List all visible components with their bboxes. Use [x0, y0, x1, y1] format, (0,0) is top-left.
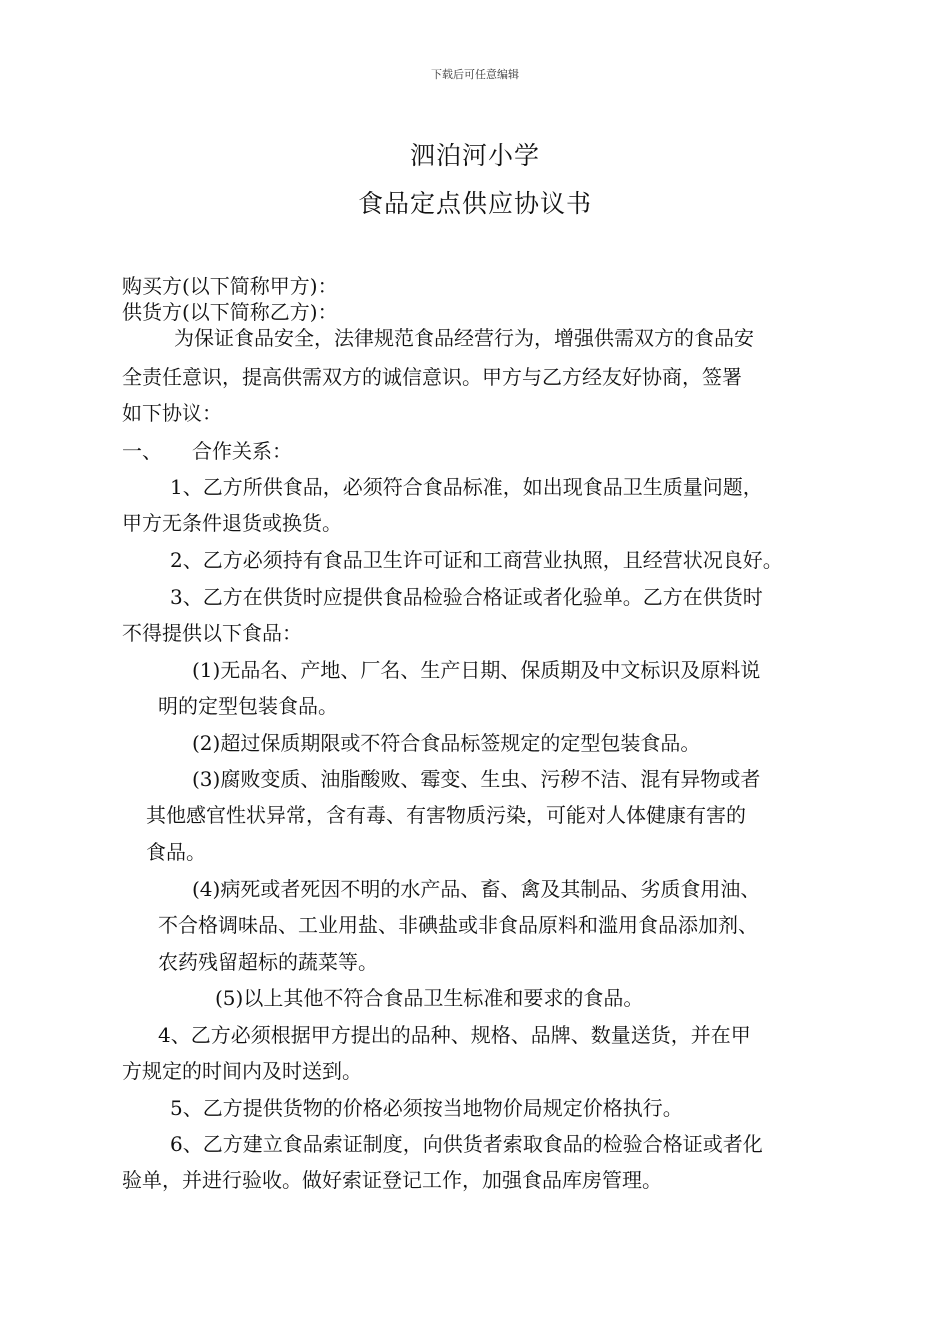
clause-1-line-1: 1、乙方所供食品，必须符合食品标准，如出现食品卫生质量问题，: [170, 475, 763, 499]
section-heading: 合作关系：: [192, 439, 292, 463]
clause-5-line-1: 5、乙方提供货物的价格必须按当地物价局规定价格执行。: [170, 1096, 683, 1120]
clause-3-line-2: 不得提供以下食品：: [122, 621, 302, 645]
document-title-school: 泗泊河小学: [409, 141, 540, 170]
sub-item-2-line-1: (2)超过保质期限或不符合食品标签规定的定型包装食品。: [192, 731, 701, 755]
header-note: 下载后可任意编辑: [431, 68, 519, 81]
sub-item-5-line-1: (5)以上其他不符合食品卫生标准和要求的食品。: [215, 986, 644, 1010]
sub-item-4-line-2: 不合格调味品、工业用盐、非碘盐或非食品原料和滥用食品添加剂、: [158, 913, 758, 937]
sub-item-3-line-2: 其他感官性状异常，含有毒、有害物质污染，可能对人体健康有害的: [146, 803, 746, 827]
sub-item-1-line-1: (1)无品名、产地、厂名、生产日期、保质期及中文标识及原料说: [192, 658, 761, 682]
sub-item-1-line-2: 明的定型包装食品。: [158, 694, 338, 718]
section-number: 一、: [122, 439, 162, 463]
intro-line-2: 全责任意识，提高供需双方的诚信意识。甲方与乙方经友好协商，签署: [122, 365, 742, 389]
sub-item-4-line-1: (4)病死或者死因不明的水产品、畜、禽及其制品、劣质食用油、: [192, 877, 761, 901]
sub-item-3-line-3: 食品。: [146, 840, 206, 864]
clause-4-line-1: 4、乙方必须根据甲方提出的品种、规格、品牌、数量送货，并在甲: [158, 1023, 751, 1047]
clause-4-line-2: 方规定的时间内及时送到。: [122, 1059, 362, 1083]
intro-line-3: 如下协议：: [122, 401, 222, 425]
clause-6-line-1: 6、乙方建立食品索证制度，向供货者索取食品的检验合格证或者化: [170, 1132, 763, 1156]
sub-item-4-line-3: 农药残留超标的蔬菜等。: [158, 950, 378, 974]
clause-2-line-1: 2、乙方必须持有食品卫生许可证和工商营业执照，且经营状况良好。: [170, 548, 783, 572]
buyer-line: 购买方(以下简称甲方)：: [122, 274, 338, 298]
document-title-agreement: 食品定点供应协议书: [357, 189, 592, 218]
clause-1-line-2: 甲方无条件退货或换货。: [122, 511, 342, 535]
supplier-line: 供货方(以下简称乙方)：: [122, 300, 338, 324]
intro-line-1: 为保证食品安全，法律规范食品经营行为，增强供需双方的食品安: [174, 326, 754, 350]
clause-6-line-2: 验单，并进行验收。做好索证登记工作，加强食品库房管理。: [122, 1168, 662, 1192]
clause-3-line-1: 3、乙方在供货时应提供食品检验合格证或者化验单。乙方在供货时: [170, 585, 763, 609]
sub-item-3-line-1: (3)腐败变质、油脂酸败、霉变、生虫、污秽不洁、混有异物或者: [192, 767, 761, 791]
